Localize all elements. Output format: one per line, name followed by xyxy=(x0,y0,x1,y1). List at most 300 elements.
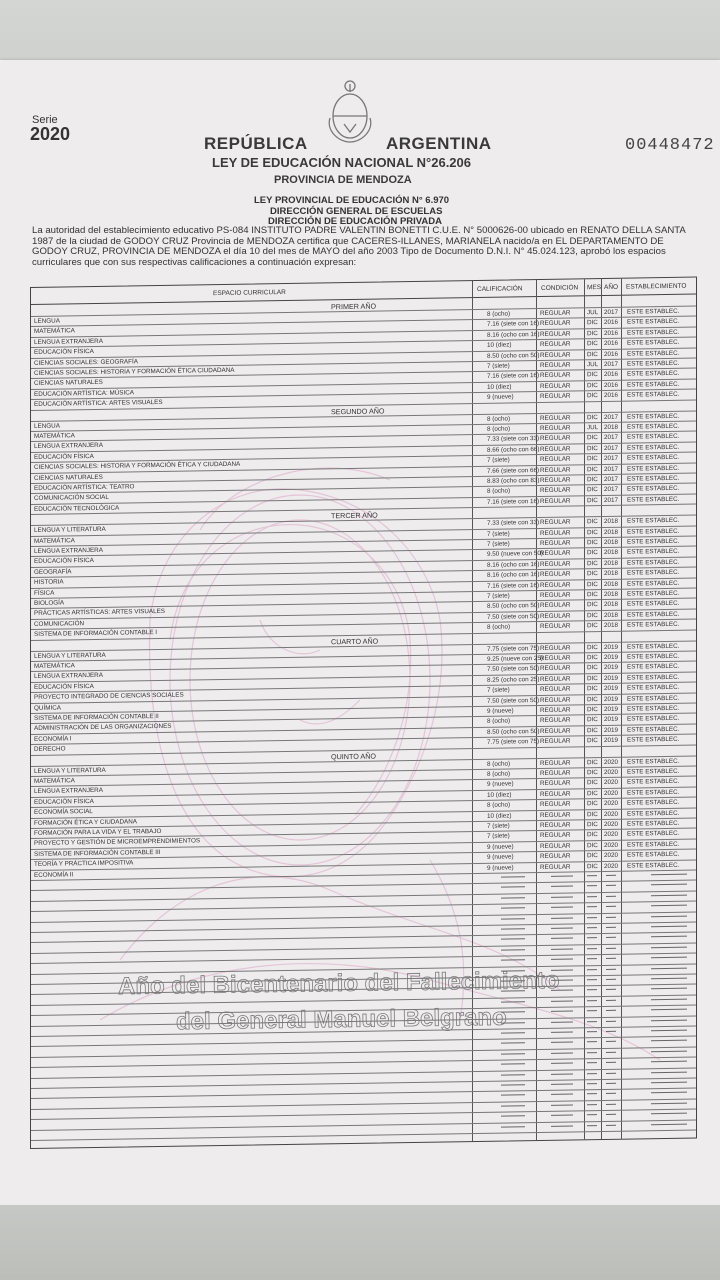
cancel-dash xyxy=(551,1000,573,1001)
header-calificacion: CALIFICACIÓN xyxy=(477,285,523,293)
cancel-dash xyxy=(651,1071,687,1073)
cell-calificacion: 9 (nueve) xyxy=(487,853,514,862)
cell-materia: EDUCACIÓN FÍSICA xyxy=(34,348,94,357)
cancel-dash xyxy=(606,1041,616,1042)
cancel-dash xyxy=(651,1019,687,1021)
certificate-paper xyxy=(0,60,720,1205)
cell-establecimiento: ESTE ESTABLEC. xyxy=(627,788,680,797)
cell-anio: 2016 xyxy=(604,371,619,379)
cell-mes: DIC xyxy=(587,371,598,379)
cell-mes: DIC xyxy=(587,758,598,766)
cell-materia: MATEMÁTICA xyxy=(34,662,75,670)
cancel-dash xyxy=(606,1124,616,1125)
cell-establecimiento: ESTE ESTABLEC. xyxy=(627,798,680,807)
cell-materia: MATEMÁTICA xyxy=(34,327,75,336)
cell-materia: EDUCACIÓN ARTÍSTICA: TEATRO xyxy=(34,483,135,492)
cell-mes: JUL xyxy=(587,361,599,369)
cell-mes: DIC xyxy=(587,549,598,557)
ley-nacional: LEY DE EDUCACIÓN NACIONAL N°26.206 xyxy=(212,155,471,170)
cancel-dash xyxy=(587,1031,597,1032)
serial-number: 00448472 xyxy=(625,136,715,155)
cancel-dash xyxy=(551,875,573,876)
cell-mes: DIC xyxy=(587,329,598,338)
cell-condicion: REGULAR xyxy=(540,581,571,589)
cancel-dash xyxy=(501,928,525,929)
cell-calificacion: 8 (ocho) xyxy=(487,623,511,632)
cell-calificacion: 8.25 (ocho con 25) xyxy=(487,675,540,684)
cell-condicion: REGULAR xyxy=(540,392,571,401)
cell-condicion: REGULAR xyxy=(540,612,571,620)
cell-establecimiento: ESTE ESTABLEC. xyxy=(627,516,680,525)
cell-condicion: REGULAR xyxy=(540,654,571,662)
cell-calificacion: 7.75 (siete con 75) xyxy=(487,738,540,747)
cell-mes: DIC xyxy=(587,769,598,777)
direccion-privada: DIRECCIÓN DE EDUCACIÓN PRIVADA xyxy=(268,216,443,227)
cell-condicion: REGULAR xyxy=(540,831,571,840)
cell-establecimiento: ESTE ESTABLEC. xyxy=(627,548,680,557)
cell-anio: 2018 xyxy=(604,569,619,578)
cancel-dash xyxy=(501,897,525,898)
cell-anio: 2019 xyxy=(604,643,619,651)
cell-materia: BIOLOGÍA xyxy=(34,599,65,607)
cancel-dash xyxy=(587,958,597,959)
cell-mes: DIC xyxy=(587,706,598,714)
cancel-dash xyxy=(606,1031,616,1032)
cell-anio: 2016 xyxy=(604,329,619,337)
cell-mes: DIC xyxy=(587,695,598,703)
cell-mes: DIC xyxy=(587,580,598,588)
cell-materia: LENGUA xyxy=(34,422,60,430)
cell-mes: DIC xyxy=(587,518,598,526)
cell-condicion: REGULAR xyxy=(540,675,571,683)
cell-calificacion: 10 (diez) xyxy=(487,341,512,350)
cell-materia: GEOGRAFÍA xyxy=(34,568,72,576)
header-mes: MES xyxy=(587,284,602,292)
cancel-dash xyxy=(651,1050,687,1052)
cancel-dash xyxy=(501,970,525,971)
cell-anio: 2017 xyxy=(604,360,619,368)
header-anio: AÑO xyxy=(604,283,619,291)
cell-materia: LENGUA EXTRANJERA xyxy=(34,546,103,555)
cancel-dash xyxy=(651,1030,687,1032)
cell-anio: 2018 xyxy=(604,601,619,609)
cell-calificacion: 7 (siete) xyxy=(487,362,510,370)
cell-anio: 2020 xyxy=(604,758,619,766)
cell-calificacion: 7.16 (siete con 16) xyxy=(487,372,540,381)
cell-materia: MATEMÁTICA xyxy=(34,432,75,440)
cell-condicion: REGULAR xyxy=(540,434,571,443)
cell-condicion: REGULAR xyxy=(540,424,571,432)
cell-anio: 2018 xyxy=(604,559,619,567)
cell-anio: 2017 xyxy=(604,434,619,442)
cell-mes: DIC xyxy=(587,539,598,547)
cancel-dash xyxy=(587,1041,597,1042)
cell-mes: DIC xyxy=(587,852,598,860)
cancel-dash xyxy=(651,1102,687,1104)
cell-calificacion: 8.83 (ocho con 83) xyxy=(487,476,540,485)
cell-establecimiento: ESTE ESTABLEC. xyxy=(627,757,680,766)
cell-materia: EDUCACIÓN FÍSICA xyxy=(34,557,94,566)
cell-condicion: REGULAR xyxy=(540,361,571,369)
cancel-dash xyxy=(551,990,573,991)
cancel-dash xyxy=(501,980,525,981)
cell-establecimiento: ESTE ESTABLEC. xyxy=(627,715,680,724)
cell-condicion: REGULAR xyxy=(540,842,571,850)
cell-materia: FORMACIÓN ÉTICA Y CIUDADANA xyxy=(34,817,137,827)
cancel-dash xyxy=(606,1093,616,1094)
cell-calificacion: 7.16 (siete con 16) xyxy=(487,581,540,590)
watermark-text-1: Año del Bicentenario del Fallecimiento xyxy=(117,966,560,1001)
cell-establecimiento: ESTE ESTABLEC. xyxy=(627,422,680,431)
cell-establecimiento: ESTE ESTABLEC. xyxy=(627,433,680,442)
cancel-dash xyxy=(551,1052,573,1053)
cell-calificacion: 7.50 (siete con 50) xyxy=(487,665,540,674)
cell-anio: 2018 xyxy=(604,611,619,619)
cancel-dash xyxy=(651,1040,687,1042)
cell-establecimiento: ESTE ESTABLEC. xyxy=(627,673,680,682)
cancel-dash xyxy=(651,905,687,907)
title-argentina: ARGENTINA xyxy=(386,134,492,153)
cell-calificacion: 8 (ocho) xyxy=(487,310,511,318)
cell-materia: PRÁCTICAS ARTÍSTICAS: ARTES VISUALES xyxy=(34,608,165,618)
cell-anio: 2020 xyxy=(604,831,619,839)
cell-establecimiento: ESTE ESTABLEC. xyxy=(627,610,680,619)
cell-condicion: REGULAR xyxy=(540,811,571,819)
cell-anio: 2017 xyxy=(604,308,619,316)
cell-mes: DIC xyxy=(587,726,598,735)
cell-mes: DIC xyxy=(587,862,598,870)
cell-establecimiento: ESTE ESTABLEC. xyxy=(627,412,680,421)
cancel-dash xyxy=(606,937,616,938)
cancel-dash xyxy=(651,1113,687,1115)
cell-materia: HISTORIA xyxy=(34,578,64,587)
cell-mes: DIC xyxy=(587,434,598,442)
cancel-dash xyxy=(501,1043,525,1044)
cell-anio: 2019 xyxy=(604,653,619,661)
cancel-dash xyxy=(551,1011,573,1012)
cell-establecimiento: ESTE ESTABLEC. xyxy=(627,464,680,473)
cancel-dash xyxy=(551,907,573,908)
cell-mes: DIC xyxy=(587,737,598,745)
cancel-dash xyxy=(651,998,687,1000)
cell-condicion: REGULAR xyxy=(540,622,571,631)
cell-calificacion: 8 (ocho) xyxy=(487,760,511,768)
cancel-dash xyxy=(587,885,597,886)
background-bottom xyxy=(0,1205,720,1280)
cell-materia: LENGUA xyxy=(34,317,60,325)
cancel-dash xyxy=(606,1083,616,1084)
cell-condicion: REGULAR xyxy=(540,518,571,527)
cell-anio: 2017 xyxy=(604,444,619,452)
serie-label: Serie xyxy=(32,114,58,126)
cancel-dash xyxy=(501,949,525,950)
cancel-dash xyxy=(606,979,616,980)
cancel-dash xyxy=(501,1095,525,1096)
cell-anio: 2016 xyxy=(604,339,619,348)
cell-anio: 2019 xyxy=(604,664,619,672)
cell-establecimiento: ESTE ESTABLEC. xyxy=(627,589,680,598)
cancel-dash xyxy=(551,959,573,960)
cell-establecimiento: ESTE ESTABLEC. xyxy=(627,683,680,692)
cancel-dash xyxy=(651,1082,687,1084)
cell-calificacion: 8.16 (ocho con 16) xyxy=(487,571,540,580)
header-establecimiento: ESTABLECIMIENTO xyxy=(626,282,687,291)
cell-condicion: REGULAR xyxy=(540,591,571,599)
cell-materia: CIENCIAS NATURALES xyxy=(34,473,103,482)
cancel-dash xyxy=(501,1126,525,1127)
cell-calificacion: 7.50 (siete con 50) xyxy=(487,612,540,621)
cell-condicion: REGULAR xyxy=(540,466,571,474)
cancel-dash xyxy=(501,991,525,992)
cell-materia: SISTEMA DE INFORMACIÓN CONTABLE I xyxy=(34,629,158,639)
cell-condicion: REGULAR xyxy=(540,779,571,788)
cancel-dash xyxy=(501,918,525,919)
cancel-dash xyxy=(501,907,525,908)
cancel-dash xyxy=(501,1063,525,1064)
cell-anio: 2020 xyxy=(604,799,619,808)
cancel-dash xyxy=(587,969,597,970)
cancel-dash xyxy=(606,885,616,886)
title-republica: REPÚBLICA xyxy=(204,134,308,153)
cancel-dash xyxy=(606,968,616,969)
certificate-text: La autoridad del establecimiento educativo PS-084 INSTITUTO PADRE VALENTIN BONETTI C.U.E. N° 5000626-00 ubicado en RENATO DELLA SANTA 1987 de la ciudad de GODOY CRUZ Provincia de MENDOZA certifica que CACERES-ILLANES, MARIANELA nacido/a en EL DEPARTAMENTO DE GODOY CRUZ, PROVINCIA DE MENDOZA el día 10 del mes de MAYO del año 2003 Tipo de Documento D.N.I. N° 45.024.123, aprobó los espacios curriculares que con sus respectivas calificaciones a continuación expresan: xyxy=(32,225,686,268)
cell-anio: 2019 xyxy=(604,726,619,734)
cell-anio: 2020 xyxy=(604,841,619,849)
cell-condicion: REGULAR xyxy=(540,769,571,777)
cell-establecimiento: ESTE ESTABLEC. xyxy=(627,600,680,609)
cell-mes: DIC xyxy=(587,611,598,620)
cell-mes: DIC xyxy=(587,664,598,672)
cancel-dash xyxy=(587,1073,597,1074)
cell-establecimiento: ESTE ESTABLEC. xyxy=(627,359,680,368)
cell-materia: EDUCACIÓN FÍSICA xyxy=(34,682,94,691)
cell-anio: 2018 xyxy=(604,423,619,431)
cell-establecimiento: ESTE ESTABLEC. xyxy=(627,767,680,776)
cell-materia: MATEMÁTICA xyxy=(34,536,75,545)
cell-materia: MATEMÁTICA xyxy=(34,777,75,785)
cell-materia: EDUCACIÓN ARTÍSTICA: MÚSICA xyxy=(34,389,134,398)
cell-calificacion: 9 (nueve) xyxy=(487,863,514,872)
cell-calificacion: 7.33 (siete con 33) xyxy=(487,519,540,528)
cancel-dash xyxy=(501,959,525,960)
cancel-dash xyxy=(501,1022,525,1023)
cell-materia: ECONOMÍA I xyxy=(34,735,72,743)
cell-anio: 2018 xyxy=(604,590,619,598)
cell-calificacion: 9.50 (nueve con 50) xyxy=(487,550,544,559)
cell-calificacion: 7.66 (siete con 66) xyxy=(487,466,540,475)
cell-establecimiento: ESTE ESTABLEC. xyxy=(627,663,680,672)
cancel-dash xyxy=(587,1083,597,1084)
cell-condicion: REGULAR xyxy=(540,319,571,328)
cell-establecimiento: ESTE ESTABLEC. xyxy=(627,642,680,651)
cancel-dash xyxy=(606,1020,616,1021)
cell-mes: JUL xyxy=(587,309,599,317)
cell-anio: 2019 xyxy=(604,695,619,703)
cancel-dash xyxy=(551,938,573,939)
cell-materia: LENGUA Y LITERATURA xyxy=(34,766,106,775)
cell-calificacion: 7 (siete) xyxy=(487,822,510,830)
cell-mes: DIC xyxy=(587,559,598,568)
cancel-dash xyxy=(651,988,687,990)
cell-mes: DIC xyxy=(587,622,598,630)
cell-calificacion: 8 (ocho) xyxy=(487,425,511,433)
cell-mes: DIC xyxy=(587,444,598,453)
grades-table xyxy=(30,277,697,1149)
cell-establecimiento: ESTE ESTABLEC. xyxy=(627,830,680,839)
cell-establecimiento: ESTE ESTABLEC. xyxy=(627,328,680,337)
cancel-dash xyxy=(501,1032,525,1033)
cancel-dash xyxy=(501,1105,525,1106)
cancel-dash xyxy=(587,1114,597,1115)
cell-condicion: REGULAR xyxy=(540,790,571,798)
cell-establecimiento: ESTE ESTABLEC. xyxy=(627,453,680,462)
cell-calificacion: 8.16 (ocho con 16) xyxy=(487,330,540,339)
cell-mes: DIC xyxy=(587,779,598,787)
cell-mes: DIC xyxy=(587,831,598,839)
cell-condicion: REGULAR xyxy=(540,852,571,861)
cell-condicion: REGULAR xyxy=(540,685,571,694)
cell-condicion: REGULAR xyxy=(540,455,571,464)
cell-establecimiento: ESTE ESTABLEC. xyxy=(627,527,680,536)
cancel-dash xyxy=(651,1092,687,1094)
cell-calificacion: 7.75 (siete con 75) xyxy=(487,644,540,653)
cell-calificacion: 7 (siete) xyxy=(487,686,510,695)
cell-mes: DIC xyxy=(587,821,598,829)
cancel-dash xyxy=(551,896,573,897)
section-title: QUINTO AÑO xyxy=(331,751,376,761)
cell-condicion: REGULAR xyxy=(540,727,571,735)
ley-provincial: LEY PROVINCIAL DE EDUCACIÓN N° 6.970 xyxy=(254,195,450,206)
cell-calificacion: 7 (siete) xyxy=(487,592,510,600)
cell-materia: COMUNICACIÓN xyxy=(34,619,85,628)
cell-anio: 2019 xyxy=(604,684,619,693)
cell-condicion: REGULAR xyxy=(540,570,571,579)
cell-mes: DIC xyxy=(587,841,598,850)
cancel-dash xyxy=(651,967,687,969)
cell-condicion: REGULAR xyxy=(540,529,571,537)
cell-condicion: REGULAR xyxy=(540,716,571,725)
cell-condicion: REGULAR xyxy=(540,351,571,359)
cell-establecimiento: ESTE ESTABLEC. xyxy=(627,380,680,389)
cancel-dash xyxy=(501,1115,525,1116)
cell-calificacion: 9 (nueve) xyxy=(487,843,514,851)
cell-materia: LENGUA EXTRANJERA xyxy=(34,337,103,346)
cell-mes: DIC xyxy=(587,654,598,662)
cell-anio: 2016 xyxy=(604,381,619,389)
cell-calificacion: 10 (diez) xyxy=(487,812,512,820)
cancel-dash xyxy=(606,1052,616,1053)
cell-calificacion: 7.16 (siete con 16) xyxy=(487,497,540,506)
cell-anio: 2018 xyxy=(604,517,619,526)
direccion-general: DIRECCIÓN GENERAL DE ESCUELAS xyxy=(270,206,443,217)
cell-calificacion: 7.33 (siete con 33) xyxy=(487,435,540,444)
cancel-dash xyxy=(587,948,597,949)
cell-materia: SISTEMA DE INFORMACIÓN CONTABLE III xyxy=(34,848,161,858)
cell-establecimiento: ESTE ESTABLEC. xyxy=(627,652,680,661)
cell-condicion: REGULAR xyxy=(540,821,571,829)
cancel-dash xyxy=(606,1010,616,1011)
cancel-dash xyxy=(606,916,616,917)
cell-calificacion: 9 (nueve) xyxy=(487,393,514,402)
cell-establecimiento: ESTE ESTABLEC. xyxy=(627,558,680,567)
cancel-dash xyxy=(651,915,687,917)
cancel-dash xyxy=(551,1125,573,1126)
cell-calificacion: 7 (siete) xyxy=(487,540,510,548)
cell-anio: 2018 xyxy=(604,549,619,557)
cell-condicion: REGULAR xyxy=(540,476,571,484)
cell-condicion: REGULAR xyxy=(540,560,571,568)
cancel-dash xyxy=(551,1115,573,1116)
header-condicion: CONDICIÓN xyxy=(541,284,579,292)
cell-condicion: REGULAR xyxy=(540,549,571,558)
cell-establecimiento: ESTE ESTABLEC. xyxy=(627,318,680,327)
cell-establecimiento: ESTE ESTABLEC. xyxy=(627,537,680,546)
cancel-dash xyxy=(587,937,597,938)
cancel-dash xyxy=(651,894,687,896)
cell-anio: 2019 xyxy=(604,674,619,682)
cell-anio: 2019 xyxy=(604,736,619,745)
cancel-dash xyxy=(587,1104,597,1105)
cell-establecimiento: ESTE ESTABLEC. xyxy=(627,725,680,734)
cell-materia: EDUCACIÓN FÍSICA xyxy=(34,797,94,806)
cell-establecimiento: ESTE ESTABLEC. xyxy=(627,568,680,577)
cell-anio: 2017 xyxy=(604,454,619,463)
cancel-dash xyxy=(606,927,616,928)
cell-materia: COMUNICACIÓN SOCIAL xyxy=(34,494,109,503)
cancel-dash xyxy=(587,1093,597,1094)
cancel-dash xyxy=(551,1042,573,1043)
cell-establecimiento: ESTE ESTABLEC. xyxy=(627,349,680,358)
cell-mes: DIC xyxy=(587,789,598,798)
cell-materia: LENGUA EXTRANJERA xyxy=(34,672,103,681)
cell-condicion: REGULAR xyxy=(540,309,571,317)
cell-mes: DIC xyxy=(587,381,598,390)
cell-calificacion: 10 (diez) xyxy=(487,791,512,799)
cancel-dash xyxy=(587,906,597,907)
cell-materia: LENGUA EXTRANJERA xyxy=(34,787,103,796)
cell-condicion: REGULAR xyxy=(540,664,571,673)
cell-condicion: REGULAR xyxy=(540,486,571,495)
cancel-dash xyxy=(651,1123,687,1125)
cancel-dash xyxy=(606,948,616,949)
cell-anio: 2017 xyxy=(604,475,619,483)
cell-establecimiento: ESTE ESTABLEC. xyxy=(627,620,680,629)
cell-mes: DIC xyxy=(587,601,598,609)
cell-materia: DERECHO xyxy=(34,745,66,754)
cell-materia: CIENCIAS SOCIALES: HISTORIA Y FORMACIÓN ÉTICA CIUDADANA xyxy=(34,366,235,377)
cell-condicion: REGULAR xyxy=(540,696,571,704)
cancel-dash xyxy=(651,1009,687,1011)
cancel-dash xyxy=(587,979,597,980)
cell-anio: 2017 xyxy=(604,486,619,494)
cell-establecimiento: ESTE ESTABLEC. xyxy=(627,338,680,347)
cell-calificacion: 7 (siete) xyxy=(487,456,510,465)
cancel-dash xyxy=(501,1001,525,1002)
cell-materia: CIENCIAS NATURALES xyxy=(34,379,103,388)
cell-calificacion: 9 (nueve) xyxy=(487,707,514,715)
cancel-dash xyxy=(551,917,573,918)
cell-calificacion: 8.66 (ocho con 66) xyxy=(487,445,540,454)
cancel-dash xyxy=(587,1052,597,1053)
cell-materia: CIENCIAS SOCIALES: HISTORIA Y FORMACIÓN ÉTICA Y CIUDADANA xyxy=(34,460,241,472)
cancel-dash xyxy=(606,1062,616,1063)
cell-condicion: REGULAR xyxy=(540,539,571,547)
cell-condicion: REGULAR xyxy=(540,445,571,453)
cell-establecimiento: ESTE ESTABLEC. xyxy=(627,485,680,494)
cell-calificacion: 7.16 (siete con 16) xyxy=(487,320,540,329)
cell-anio: 2017 xyxy=(604,413,619,421)
cell-materia: ECONOMÍA SOCIAL xyxy=(34,808,93,817)
